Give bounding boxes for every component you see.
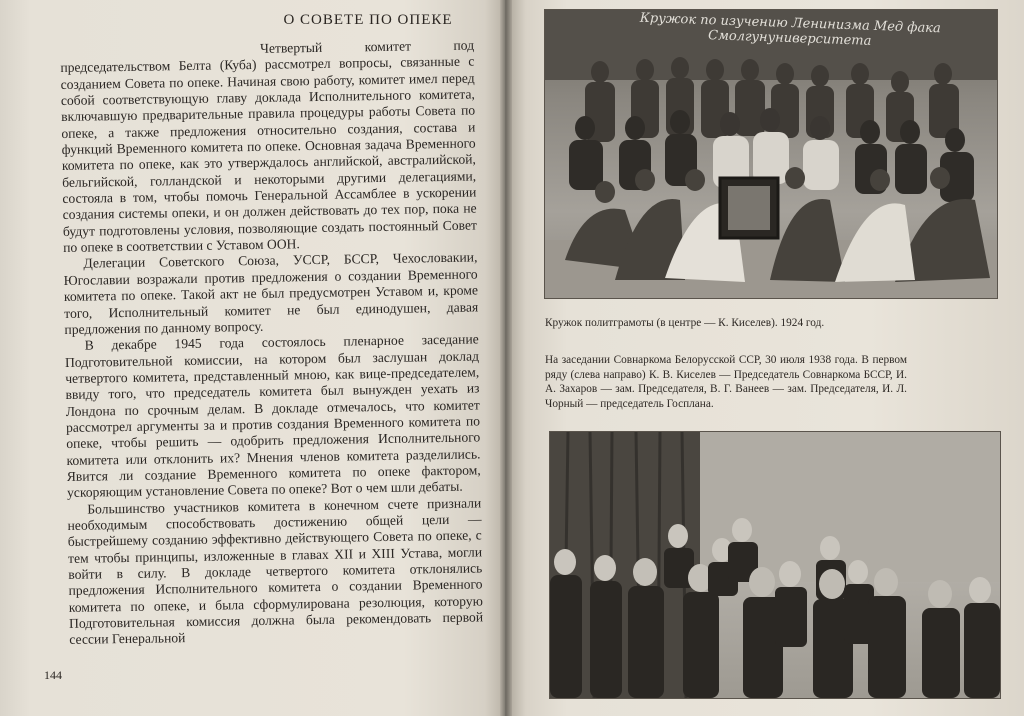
paragraph: Делегации Советского Союза, УССР, БССР, Чехословакии, Югославии возражали против предложения о создании Временного комитета по опеке. Такой акт не был предусмотрен Уставом и, кроме того, Исполнительный комитет не был единодушен, давая предложения по данному вопросу. [63, 249, 479, 337]
paragraph: Большинство участников комитета в конечном счете признали необходимым способствовать достижению общей цели — быстрейшему созданию эффективно действующего Совета по опеке, с тем чтобы принципы, изложенные в главах XII и XIII Устава, могли войти в силу. В докладе четвертого комитета отклонялись предложения Исполнительного комитета о создании Временного комитета по опеке, и была сформулирована резолюция, которую Подготовительная комиссия должна была рекомендовать первой сессии Генеральной [67, 495, 484, 648]
body-text [60, 37, 483, 648]
paragraph: В декабре 1945 года состоялось пленарное заседание Подготовительной комиссии, на котором был заслушан доклад четвертого комитета, представленный мною, как вице-председателем, ввиду того, что председатель комитета был вынужден уехать из Лондона по срочным делам. В докладе отмечалось, что комитет рассмотрел аргументы за и против создания Временного комитета по опеке, чтобы решить — одобрить предложения Исполнительного комитета или отклонить их? Мнения членов комитета разделились. Явится ли создание Временного комитета по опеке фактором, ускоряющим установление Совета по опеке? Вот о чем шли дебаты. [64, 331, 481, 501]
photo-caption-1: Кружок политграмоты (в центре — К. Киселев). 1924 год. [545, 317, 825, 329]
session-photo-illustration [550, 432, 1000, 698]
photo-caption-2: На заседании Совнаркома Белорусской ССР, 30 июля 1938 года. В первом ряду (слева направо) К. В. Киселев — Председатель Совнаркома БССР, И. А. Захаров — зам. Председателя, В. Г. Ванеев — зам. Председателя, И. Л. Чорный — председатель Госплана. [545, 354, 907, 410]
paragraph: Четвертый комитет под председательством Белта (Куба) рассмотрел вопросы, связанные с созданием Совета по опеке. Начиная свою работу, комитет имел перед собой соответствующую главу доклада Исполнительного комитета, включавшую предварительные правила процедуры работы Совета по опеке, а также предложения относительно создания, состава и функций Временного комитета по опеке. Основная задача Временного комитета по опеке, как это утверждалось английской, австралийской, бельгийской, голландской и некоторыми другими делегациями, состояла в том, чтобы помочь Генеральной Ассамблее в ускорении создания системы опеки, и он должен действовать до тех пор, пока не будут подготовлены условия, позволяющие создать постоянный Совет по опеке в соответствии с Уставом ООН. [60, 37, 478, 256]
book-gutter [500, 0, 512, 716]
running-head: О СОВЕТЕ ПО ОПЕКЕ [283, 12, 453, 28]
page-number: 144 [44, 668, 62, 682]
group-photo-1924 [544, 9, 998, 299]
sovnarkom-session-photo [549, 431, 1001, 699]
left-page [0, 0, 505, 716]
group-photo-illustration [545, 10, 997, 298]
photo-top-inscription: Кружок по изучению Ленинизма Мед фака Смолгунуниверситета [639, 10, 941, 49]
